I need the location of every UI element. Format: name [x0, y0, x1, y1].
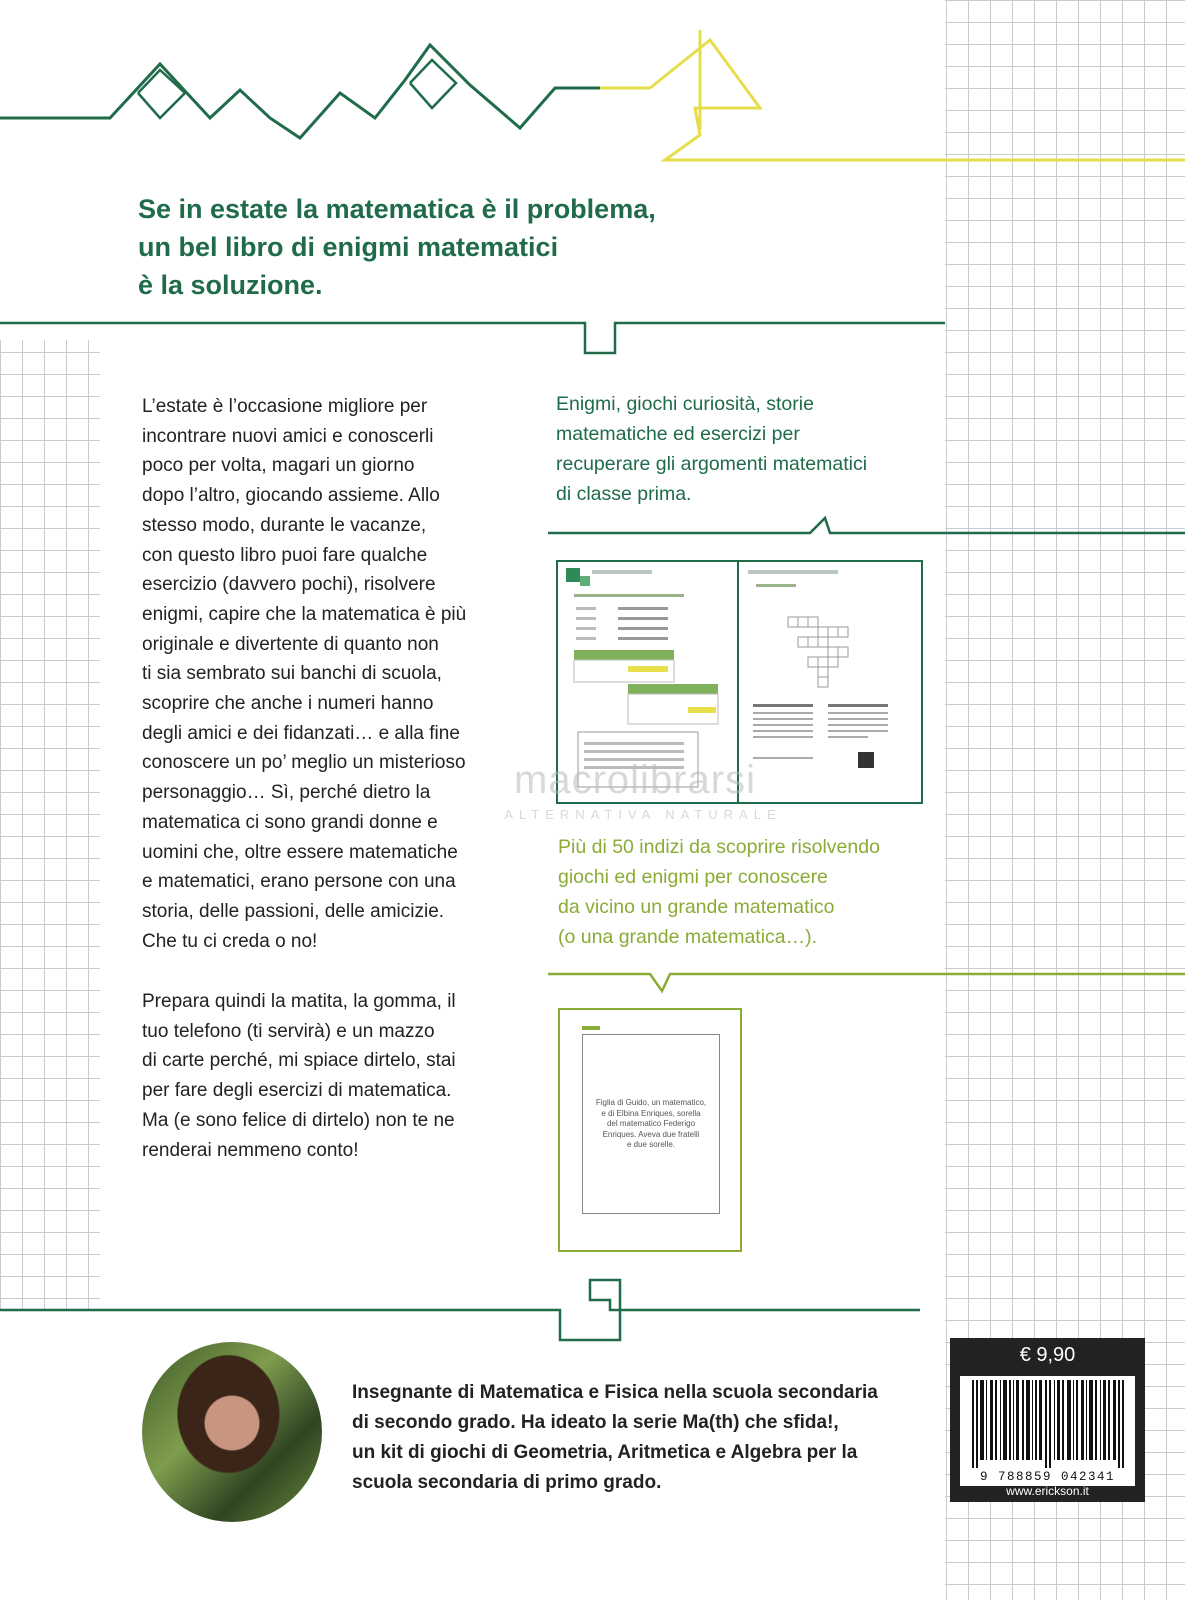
body-line: ti sia sembrato sui banchi di scuola,: [142, 663, 442, 685]
clue-card-text: [586, 1098, 716, 1151]
isbn-number: 9 788859 042341: [979, 1470, 1116, 1484]
publisher-website: www.erickson.it: [1006, 1484, 1089, 1498]
body-line: Che tu ci creda o no!: [142, 930, 318, 952]
price-label: € 9,90: [1019, 1344, 1076, 1366]
body-line: di carte perché, mi spiace dirtelo, stai: [142, 1050, 456, 1072]
caption2-bubble-line: [548, 974, 1185, 991]
body-line: incontrare nuovi amici e conoscerli: [142, 425, 434, 447]
headline: [138, 190, 758, 304]
clue-line: del matematico Federigo: [606, 1119, 696, 1128]
mountain-zigzag-line: [0, 45, 600, 138]
author-bio-line: un kit di giochi di Geometria, Aritmetica e Algebra per la: [352, 1442, 858, 1463]
body-line: Prepara quindi la matita, la gomma, il: [142, 991, 456, 1012]
author-bio-line: di secondo grado. Ha ideato la serie Ma(th) che sfida!,: [352, 1412, 839, 1433]
clue-line: Figlia di Guido, un matematico,: [595, 1098, 707, 1107]
body-line: con questo libro puoi fare qualche: [142, 544, 428, 566]
author-bio-line: scuola secondaria di primo grado.: [352, 1472, 662, 1493]
body-line: enigmi, capire che la matematica è più: [142, 603, 467, 625]
caption-line: di classe prima.: [556, 483, 692, 505]
price-barcode-box: [950, 1338, 1145, 1502]
body-line: Ma (e sono felice di dirtelo) non te ne: [142, 1109, 455, 1131]
headline-line-3: è la soluzione.: [138, 270, 323, 300]
headline-line-2: un bel libro di enigmi matematici: [138, 232, 559, 262]
body-line: uomini che, oltre essere matematiche: [142, 841, 458, 863]
author-bio: [352, 1378, 912, 1498]
caption1-bubble-line: [548, 518, 1185, 533]
caption-line: Più di 50 indizi da scoprire risolvendo: [558, 836, 880, 858]
body-line: poco per volta, magari un giorno: [142, 455, 415, 477]
author-photo: [142, 1342, 322, 1522]
watermark-brand: macrolibrarsi: [514, 758, 756, 802]
author-bio-line: Insegnante di Matematica e Fisica nella scuola secondaria: [352, 1382, 878, 1403]
watermark-tagline: ALTERNATIVA NATURALE: [504, 807, 782, 822]
body-line: stesso modo, durante le vacanze,: [142, 514, 427, 536]
body-line: personaggio… Sì, perché dietro la: [142, 782, 431, 804]
body-paragraph-2: [142, 987, 532, 1165]
barcode: [960, 1376, 1135, 1486]
body-paragraph-1: [142, 392, 532, 956]
body-line: originale e divertente di quanto non: [142, 633, 439, 655]
caption-line: giochi ed enigmi per conoscere: [558, 866, 828, 888]
clue-line: e di Elbina Enriques, sorella: [601, 1108, 701, 1118]
headline-separator-line: [0, 323, 945, 353]
headline-line-1: Se in estate la matematica è il problema,: [138, 194, 656, 224]
body-line: dopo l’altro, giocando assieme. Allo: [142, 485, 440, 507]
barcode-bars: [960, 1376, 1135, 1468]
caption-features: [556, 389, 936, 509]
body-line: L’estate è l’occasione migliore per: [142, 396, 428, 417]
mountain-zigzag-inner: [138, 70, 185, 118]
body-line: per fare degli esercizi di matematica.: [142, 1080, 452, 1102]
body-line: tuo telefono (ti servirà) e un mazzo: [142, 1020, 435, 1042]
body-line: storia, delle passioni, delle amicizie.: [142, 900, 445, 922]
body-line: e matematici, erano persone con una: [142, 871, 456, 893]
body-line: degli amici e dei fidanzati… e alla fine: [142, 722, 460, 744]
clue-line: e due sorelle.: [626, 1140, 676, 1149]
body-line: conoscere un po’ meglio un misterioso: [142, 752, 466, 774]
caption-clues: [558, 832, 938, 952]
caption-line: recuperare gli argomenti matematici: [556, 453, 868, 475]
mountain-zigzag-inner-2: [410, 60, 456, 108]
caption-line: da vicino un grande matematico: [558, 896, 835, 918]
yellow-sailboat: [600, 40, 1185, 160]
clue-card-marker: [582, 1026, 600, 1030]
bottom-separator-line: [0, 1280, 920, 1340]
body-line: renderai nemmeno conto!: [142, 1139, 359, 1161]
caption-line: Enigmi, giochi curiosità, storie: [556, 393, 814, 415]
body-line: esercizio (davvero pochi), risolvere: [142, 574, 436, 596]
clue-line: Enriques. Aveva due fratelli: [602, 1129, 700, 1139]
body-line: matematica ci sono grandi donne e: [142, 811, 438, 833]
clue-card-preview: [558, 1008, 742, 1252]
body-line: scoprire che anche i numeri hanno: [142, 693, 434, 715]
caption-line: matematiche ed esercizi per: [556, 423, 800, 445]
caption-line: (o una grande matematica…).: [558, 926, 818, 948]
